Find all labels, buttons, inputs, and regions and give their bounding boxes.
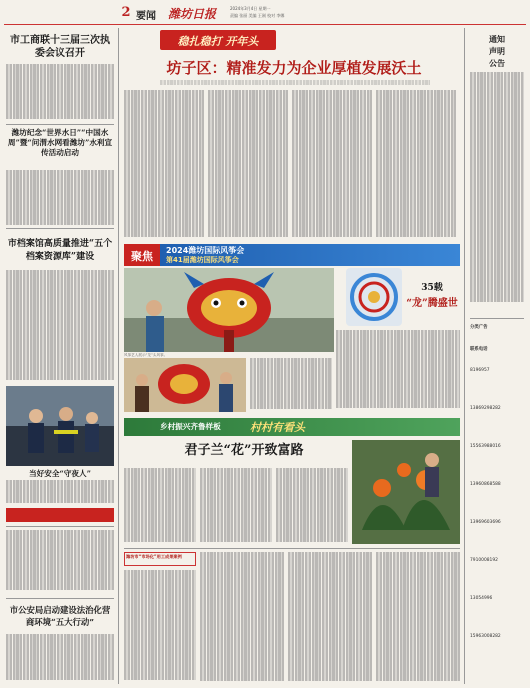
kite-maker-photo <box>124 358 246 412</box>
centipede-kite-image <box>346 268 402 326</box>
left-article-1 <box>6 64 114 122</box>
left-article-4 <box>6 530 114 594</box>
classified-label-7: 7910008192 <box>470 558 498 563</box>
notice-title-3: 公告 <box>489 58 505 68</box>
classified-label-5: 13960868588 <box>470 482 501 487</box>
feature-side-title-2: “龙”腾盛世 <box>406 298 458 309</box>
round-kite-photo <box>346 268 402 326</box>
classified-label-1: 联系电话 <box>470 347 488 352</box>
left-headline-4: 市公安局启动建设法治化营商环境“五大行动” <box>9 605 111 627</box>
masthead <box>0 0 530 28</box>
feature-side-title-1: 35载 <box>421 283 443 293</box>
banner-kicker: 稳扎稳打 开年头 <box>177 35 259 48</box>
police-photo-caption: 当好安全“守夜人” <box>29 469 91 478</box>
classified-label-8: 13054996 <box>470 596 493 601</box>
left-ad-strip <box>6 508 114 522</box>
banner-article-col-1 <box>124 90 204 240</box>
left-divider-3 <box>6 526 114 527</box>
left-article-2 <box>6 170 114 226</box>
lower-article-col-2 <box>200 552 284 682</box>
classified-list <box>470 324 524 680</box>
left-article-5 <box>6 634 114 682</box>
kite-maker-image <box>124 358 246 412</box>
lower-article-col-1 <box>124 570 196 682</box>
left-article-3 <box>6 270 114 382</box>
dragon-kite-photo <box>124 268 334 352</box>
left-photo-cutline <box>6 480 114 504</box>
feature-caption: 风筝艺人展示“龙”头风筝。 <box>124 353 168 357</box>
village-article-col-1 <box>124 468 196 544</box>
newspaper-logo: 潍坊日报 <box>168 7 217 21</box>
classified-label-4: 15563988016 <box>470 444 501 449</box>
clivia-flower-image <box>352 440 460 544</box>
notice-title-1: 通知 <box>489 34 505 44</box>
classified-label-0: 分类广告 <box>470 325 488 330</box>
left-headline-2: 潍坊纪念“世界水日”“中国水周”暨“问渭水网看潍坊”水利宣传活动启动 <box>7 128 113 157</box>
left-divider-4 <box>6 598 114 599</box>
classified-label-3: 13869298282 <box>470 406 501 411</box>
left-col-divider <box>118 28 119 684</box>
village-article-col-2 <box>200 468 272 544</box>
notice-body <box>470 72 524 312</box>
page-number: 2 <box>121 5 131 20</box>
left-headline-1: 市工商联十三届三次执委会议召开 <box>10 35 110 59</box>
left-headline-3: 市档案馆高质量推进“五个档案资源库”建设 <box>7 239 113 262</box>
banner-byline <box>160 80 430 86</box>
left-divider-1 <box>6 124 114 125</box>
classified-label-6: 13969603696 <box>470 520 501 525</box>
notice-title-2: 声明 <box>489 46 505 56</box>
masthead-rule <box>4 24 526 25</box>
date-line: 2024年3月4日 星期一 <box>230 6 271 11</box>
classified-label-9: 15963008282 <box>470 634 501 639</box>
lower-article-col-3 <box>288 552 372 682</box>
feature-article-2 <box>250 358 332 412</box>
banner-article-col-3 <box>292 90 372 240</box>
village-divider <box>124 548 460 549</box>
banner-article-col-2 <box>208 90 288 240</box>
feature-event-title: 2024潍坊国际风筝会 <box>166 246 245 255</box>
feature-article <box>336 330 460 412</box>
clivia-photo <box>352 440 460 544</box>
left-divider-2 <box>6 228 114 229</box>
police-photo <box>6 386 114 466</box>
police-officers-image <box>6 386 114 466</box>
village-strip-label: 乡村振兴齐鲁样板 <box>160 422 221 431</box>
lower-article-col-4 <box>376 552 460 682</box>
banner-article-col-4 <box>376 90 456 240</box>
right-divider <box>470 318 524 319</box>
village-article-col-3 <box>276 468 348 544</box>
editor-line: 责编 张丽 美编 王刚 校对 李娜 <box>230 13 285 18</box>
section-name: 要闻 <box>136 11 156 22</box>
village-sub-head: 潍坊市“市场化”用工成果案例 <box>126 554 182 559</box>
village-strip-big: 村村有看头 <box>250 421 305 434</box>
dragon-kite-image <box>124 268 334 352</box>
feature-event-subtitle: 第41届潍坊国际风筝会 <box>166 256 239 264</box>
feature-tag-label: 聚焦 <box>131 250 153 263</box>
classified-label-2: 8196957 <box>470 368 490 373</box>
village-title: 君子兰“花”开致富路 <box>184 443 304 458</box>
banner-title: 坊子区：精准发力为企业厚植发展沃土 <box>166 59 422 77</box>
right-col-divider <box>464 28 465 684</box>
